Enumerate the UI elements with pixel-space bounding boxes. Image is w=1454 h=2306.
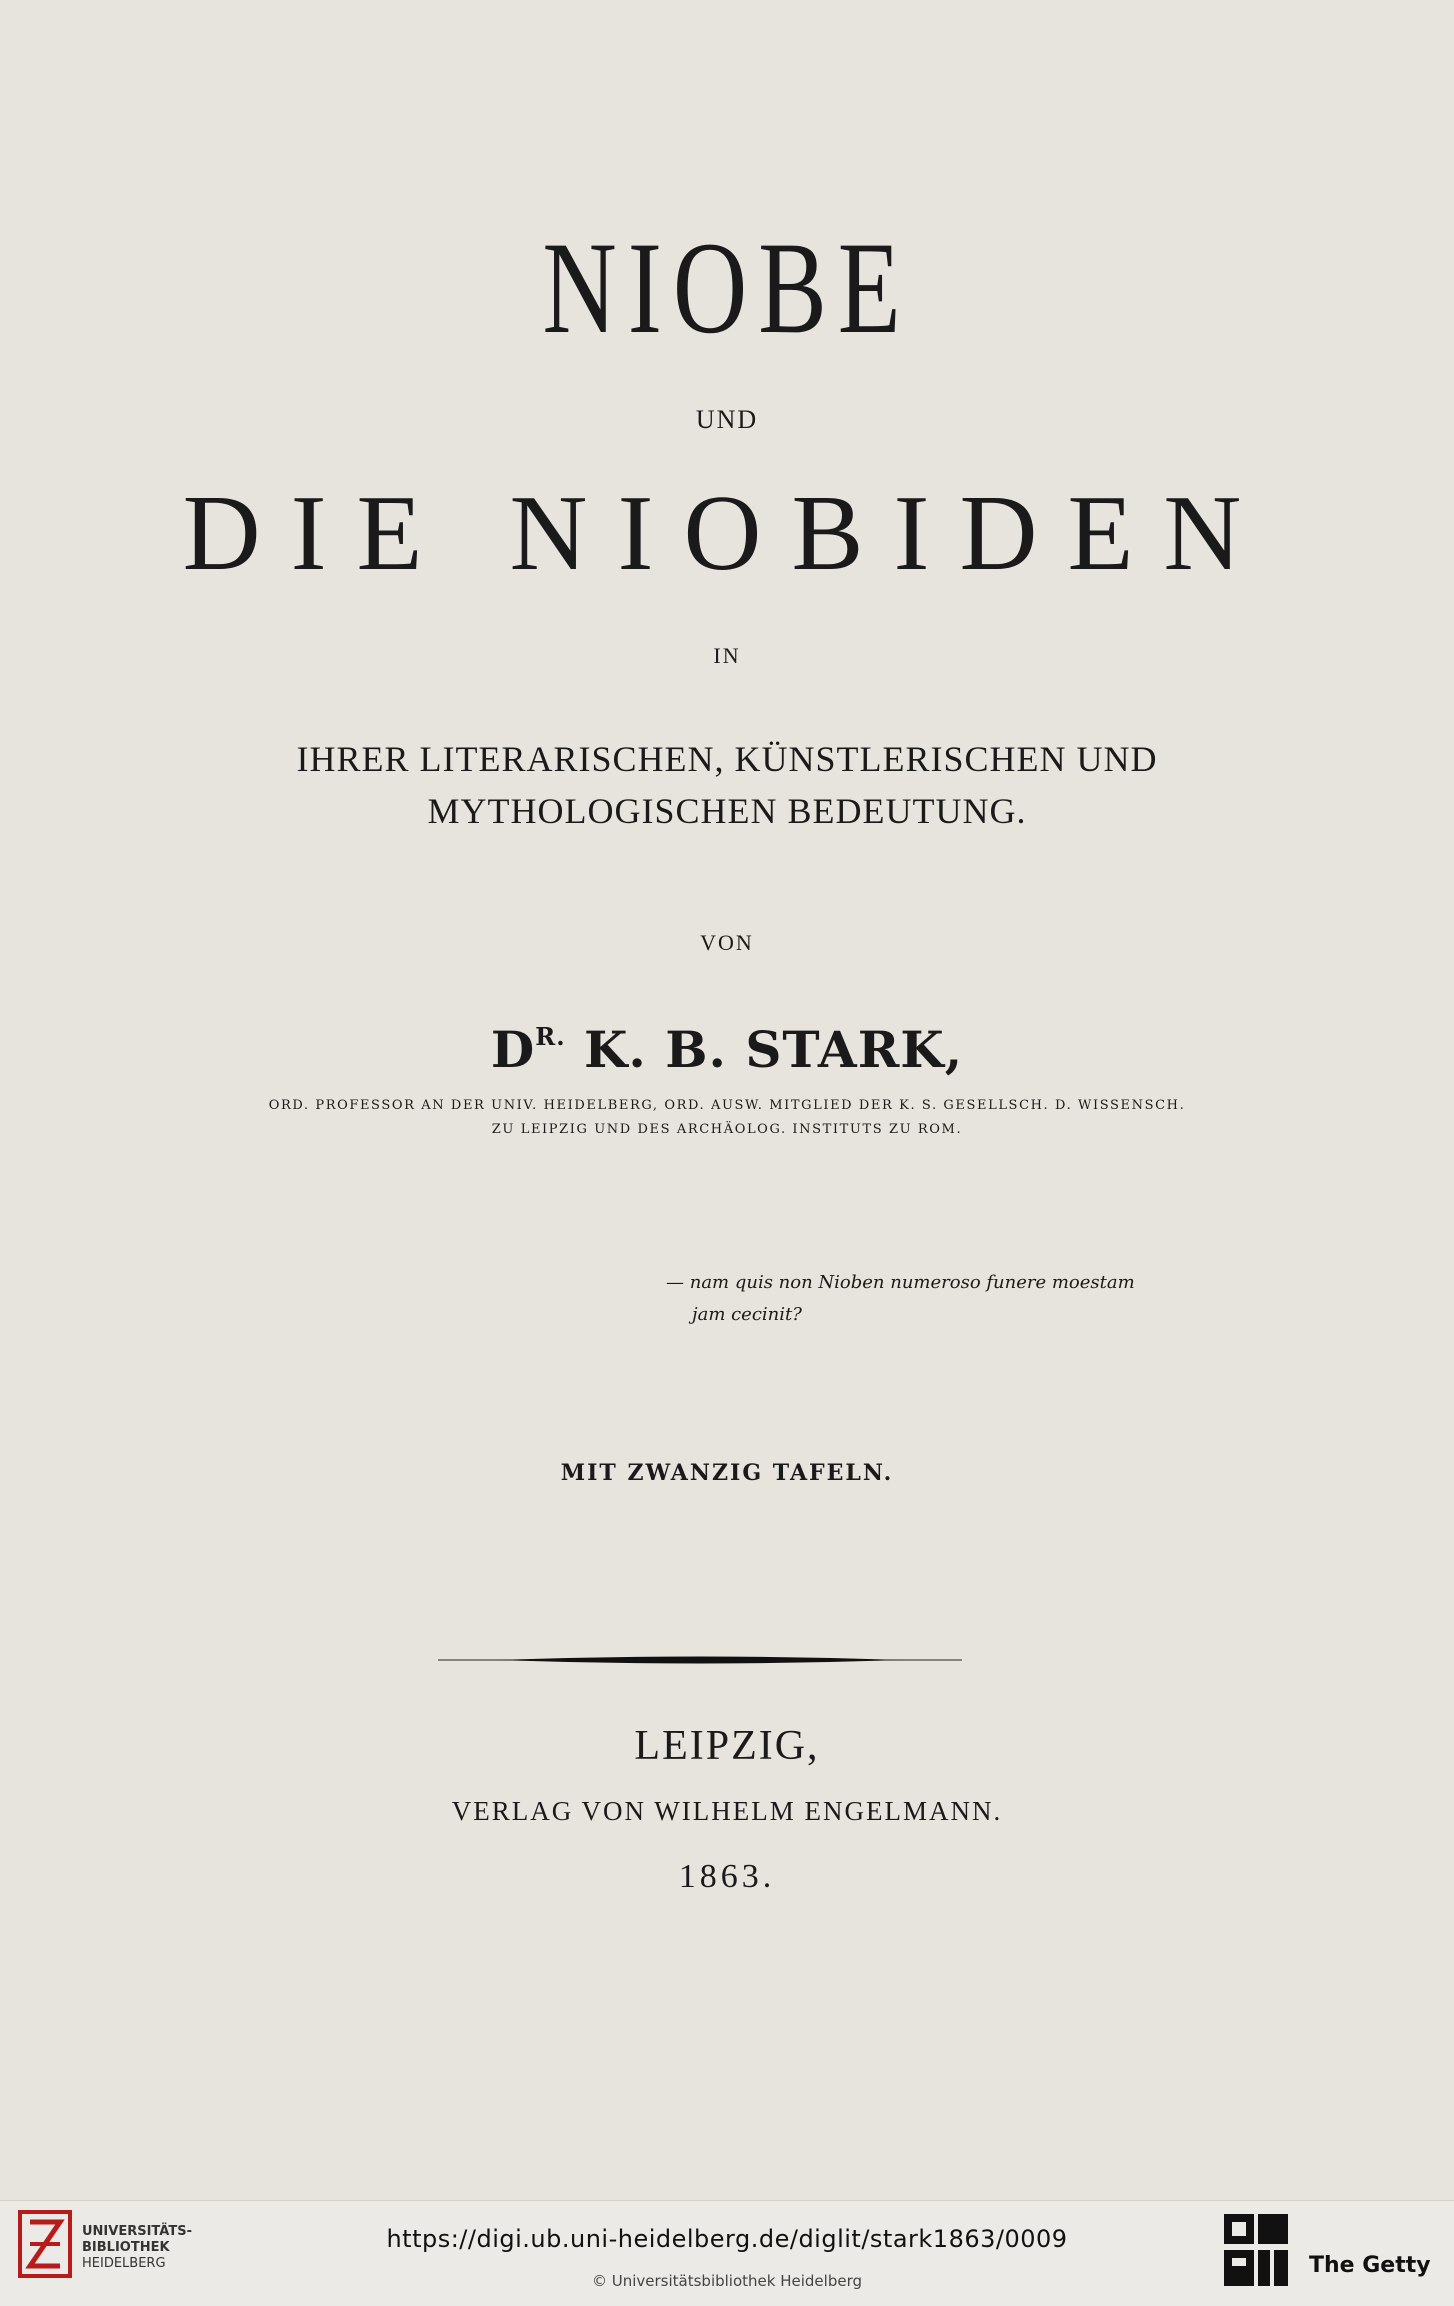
epigraph-line-1: — nam quis non Nioben numeroso funere moestam [666,1272,1135,1293]
main-title: NIOBE [542,214,912,361]
author-prefix-sup: R. [535,1022,566,1051]
author-affiliation-line-1: ORD. PROFESSOR AN DER UNIV. HEIDELBERG, ORD. AUSW. MITGLIED DER K. S. GESELLSCH. D. WISSENSCH. [268,1098,1186,1113]
getty-logo-icon [1222,2212,1292,2292]
author-fullname: K. B. STARK, [565,1020,964,1079]
conjunction-und: UND [695,405,759,434]
plates-note: MIT ZWANZIG TAFELN. [560,1460,894,1486]
author-prefix: D [490,1020,536,1079]
author-name [0,1020,1454,1079]
subtitle-line-1: IHRER LITERARISCHEN, KÜNSTLERISCHEN UND [296,739,1158,779]
ornamental-rule [438,1654,962,1666]
second-title: DIE NIOBIDEN [182,474,1272,593]
permalink-url[interactable]: https://digi.ub.uni-heidelberg.de/diglit/stark1863/0009 [386,2225,1068,2253]
library-name-line-3: HEIDELBERG [82,2256,166,2271]
partner-name: The Getty [1309,2253,1431,2278]
von: VON [700,930,754,955]
imprint-publisher: VERLAG VON WILHELM ENGELMANN. [451,1796,1003,1826]
copyright-notice: © Universitätsbibliothek Heidelberg [591,2272,862,2290]
imprint-year: 1863. [678,1858,776,1895]
preposition-in: IN [713,643,741,668]
library-name-line-2: BIBLIOTHEK [82,2240,170,2255]
subtitle-line-2: MYTHOLOGISCHEN BEDEUTUNG. [427,791,1027,831]
imprint-city: LEIPZIG, [634,1723,820,1769]
author-affiliation-line-2: ZU LEIPZIG UND DES ARCHÄOLOG. INSTITUTS ZU ROM. [491,1122,963,1137]
epigraph-line-2: jam cecinit? [692,1304,802,1325]
library-name-line-1: UNIVERSITÄTS- [82,2224,192,2239]
